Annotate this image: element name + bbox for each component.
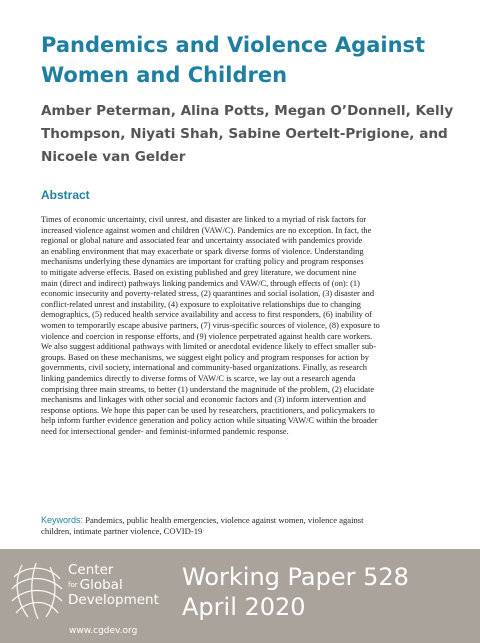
abstract-line: need for intersectional gender- and feminist-informed pandemic response. — [41, 426, 289, 436]
title-line: Women and Children — [41, 63, 288, 87]
abstract-line: response options. We hope this paper can be used by researchers, practitioners, and policymakers to — [41, 405, 375, 415]
abstract-line: help inform further evidence generation and policy action while situating VAW/C within the broader — [41, 416, 378, 426]
logo-development: Development — [68, 592, 159, 608]
abstract-line: demographics, (5) reduced health service availability and access to first responders, (6) inability of — [41, 310, 372, 320]
abstract-line: governments, civil society, international and community-based organizations. Finally, as research — [41, 363, 367, 373]
working-paper-number: Working Paper 528 — [182, 563, 409, 591]
abstract-line: mechanisms and linkages with other social and economic factors and (3) inform intervention and — [41, 395, 366, 405]
keywords-label: Keywords: — [41, 515, 84, 525]
logo-for-global-row — [68, 578, 159, 593]
footer-band — [0, 549, 480, 643]
abstract-line: regional or global nature and associated fear and uncertainty associated with pandemics provide — [41, 236, 363, 246]
logo-for: for — [68, 580, 78, 589]
abstract-line: an enabling environment that may exacerbate or spark diverse forms of violence. Understanding — [41, 246, 364, 256]
paper-title — [41, 30, 441, 90]
cgd-logo-text — [68, 563, 159, 608]
abstract-body — [41, 215, 461, 437]
keywords-text: Pandemics, public health emergencies, violence against women, violence against — [85, 515, 364, 525]
author-line: Nicoele van Gelder — [41, 149, 186, 165]
abstract-line: conflict-related unrest and instability, (4) exposure to exploitative relationships due to changing — [41, 299, 361, 309]
author-line: Amber Peterman, Alina Potts, Megan O’Donnell, Kelly — [41, 103, 454, 119]
abstract-line: women to temporarily escape abusive partners, (7) virus-specific sources of violence, (8) exposure to — [41, 320, 380, 330]
logo-center: Center — [68, 562, 114, 578]
logo-global: Global — [79, 577, 123, 593]
abstract-line: Times of economic uncertainty, civil unrest, and disaster are linked to a myriad of risk factors for — [41, 215, 367, 224]
abstract-heading: Abstract — [41, 188, 90, 202]
abstract-line: economic insecurity and poverty-related stress, (2) quarantines and social isolation, (3) disaster and — [41, 289, 375, 299]
keywords-line: children, intimate partner violence, COVID-19 — [41, 526, 203, 536]
author-list — [41, 100, 461, 169]
keywords-line — [41, 515, 461, 526]
abstract-line: groups. Based on these mechanisms, we suggest eight policy and program responses for action by — [41, 352, 369, 362]
cgd-globe-logo-icon — [8, 559, 64, 621]
abstract-line: mechanisms underlying these dynamics are important for crafting policy and program responses — [41, 257, 364, 267]
author-line: Thompson, Niyati Shah, Sabine Oertelt-Prigione, and — [41, 126, 448, 142]
abstract-line: linking pandemics directly to diverse forms of VAW/C is scarce, we lay out a research agenda — [41, 373, 356, 383]
publication-date: April 2020 — [182, 593, 306, 621]
abstract-line: increased violence against women and children (VAW/C). Pandemics are no exception. In fact, the — [41, 225, 372, 235]
working-paper-info — [182, 562, 409, 622]
abstract-line: main (direct and indirect) pathways linking pandemics and VAW/C, through effects of (on): (1) — [41, 278, 360, 288]
keywords-block — [41, 515, 461, 537]
abstract-line: to mitigate adverse effects. Based on existing published and grey literature, we document nine — [41, 267, 357, 277]
abstract-line: violence and coercion in response efforts, and (9) violence perpetrated against health care workers. — [41, 331, 373, 341]
website-url: www.cgdev.org — [69, 626, 138, 636]
title-line: Pandemics and Violence Against — [41, 33, 426, 57]
abstract-line: comprising three main streams, to better (1) understand the magnitude of the problem, (2) elucidate — [41, 384, 375, 394]
abstract-line: We also suggest additional pathways with limited or anecdotal evidence likely to effect smaller sub- — [41, 342, 377, 352]
